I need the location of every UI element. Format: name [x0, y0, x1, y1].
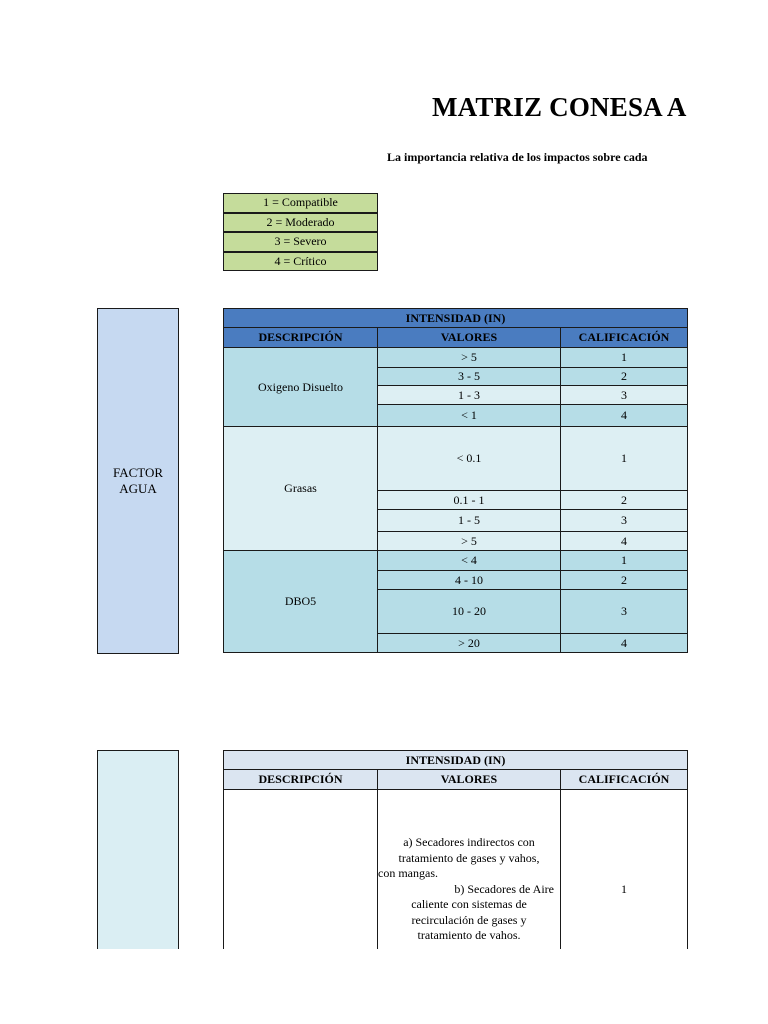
page-subtitle: La importancia relativa de los impactos sobre cada	[387, 150, 648, 164]
calificacion-cell: 2	[561, 571, 688, 590]
calificacion-cell: 3	[561, 590, 688, 634]
valor-line: con mangas.	[378, 866, 438, 881]
valor-cell: < 4	[378, 551, 561, 571]
calificacion-cell: 2	[561, 491, 688, 510]
valor-line: tratamiento de vahos.	[417, 928, 521, 943]
valor-cell: 0.1 - 1	[378, 491, 561, 510]
calificacion-cell: 4	[561, 634, 688, 653]
calificacion-cell: 1	[561, 348, 688, 368]
legend-item-critico: 4 = Crítico	[223, 252, 378, 272]
table-title: INTENSIDAD (IN)	[224, 309, 688, 328]
valor-line: recirculación de gases y	[411, 912, 527, 927]
intensidad-table-agua	[223, 308, 688, 653]
header-calificacion: CALIFICACIÓN	[561, 770, 688, 790]
header-descripcion: DESCRIPCIÓN	[224, 328, 378, 348]
calificacion-cell: 1	[561, 790, 688, 950]
legend-item-moderado: 2 = Moderado	[223, 213, 378, 233]
header-descripcion: DESCRIPCIÓN	[224, 770, 378, 790]
descripcion-cell: Oxigeno Disuelto	[224, 348, 378, 427]
valor-cell: > 5	[378, 348, 561, 368]
valor-cell: > 20	[378, 634, 561, 653]
factor-aire-label-box	[97, 750, 179, 949]
header-valores: VALORES	[378, 770, 561, 790]
valor-cell	[378, 790, 561, 950]
valor-cell: 4 - 10	[378, 571, 561, 590]
valor-cell: 3 - 5	[378, 368, 561, 386]
valor-line: caliente con sistemas de	[411, 897, 527, 912]
table-title: INTENSIDAD (IN)	[224, 751, 688, 770]
legend-item-compatible: 1 = Compatible	[223, 193, 378, 213]
calificacion-cell: 1	[561, 551, 688, 571]
calificacion-cell: 3	[561, 510, 688, 532]
valor-cell: < 0.1	[378, 427, 561, 491]
calificacion-cell: 4	[561, 532, 688, 551]
descripcion-cell: DBO5	[224, 551, 378, 653]
calificacion-cell: 4	[561, 405, 688, 427]
valor-line: tratamiento de gases y vahos,	[398, 850, 540, 865]
descripcion-cell: Grasas	[224, 427, 378, 551]
valor-line: b) Secadores de Aire	[454, 881, 554, 896]
valor-cell: > 5	[378, 532, 561, 551]
calificacion-cell: 1	[561, 427, 688, 491]
header-valores: VALORES	[378, 328, 561, 348]
valor-line: a) Secadores indirectos con	[403, 835, 535, 850]
descripcion-cell	[224, 790, 378, 950]
calificacion-cell: 3	[561, 386, 688, 405]
header-calificacion: CALIFICACIÓN	[561, 328, 688, 348]
factor-agua-label: FACTOR AGUA	[112, 465, 164, 496]
legend-item-severo: 3 = Severo	[223, 232, 378, 252]
valor-cell: 10 - 20	[378, 590, 561, 634]
valor-cell: < 1	[378, 405, 561, 427]
intensidad-table-2-clip	[222, 749, 688, 949]
calificacion-cell: 2	[561, 368, 688, 386]
intensidad-table-aire	[223, 750, 688, 949]
factor-agua-label-box	[97, 308, 179, 654]
valor-cell: 1 - 5	[378, 510, 561, 532]
page-title: MATRIZ CONESA A	[432, 92, 687, 122]
valor-cell: 1 - 3	[378, 386, 561, 405]
